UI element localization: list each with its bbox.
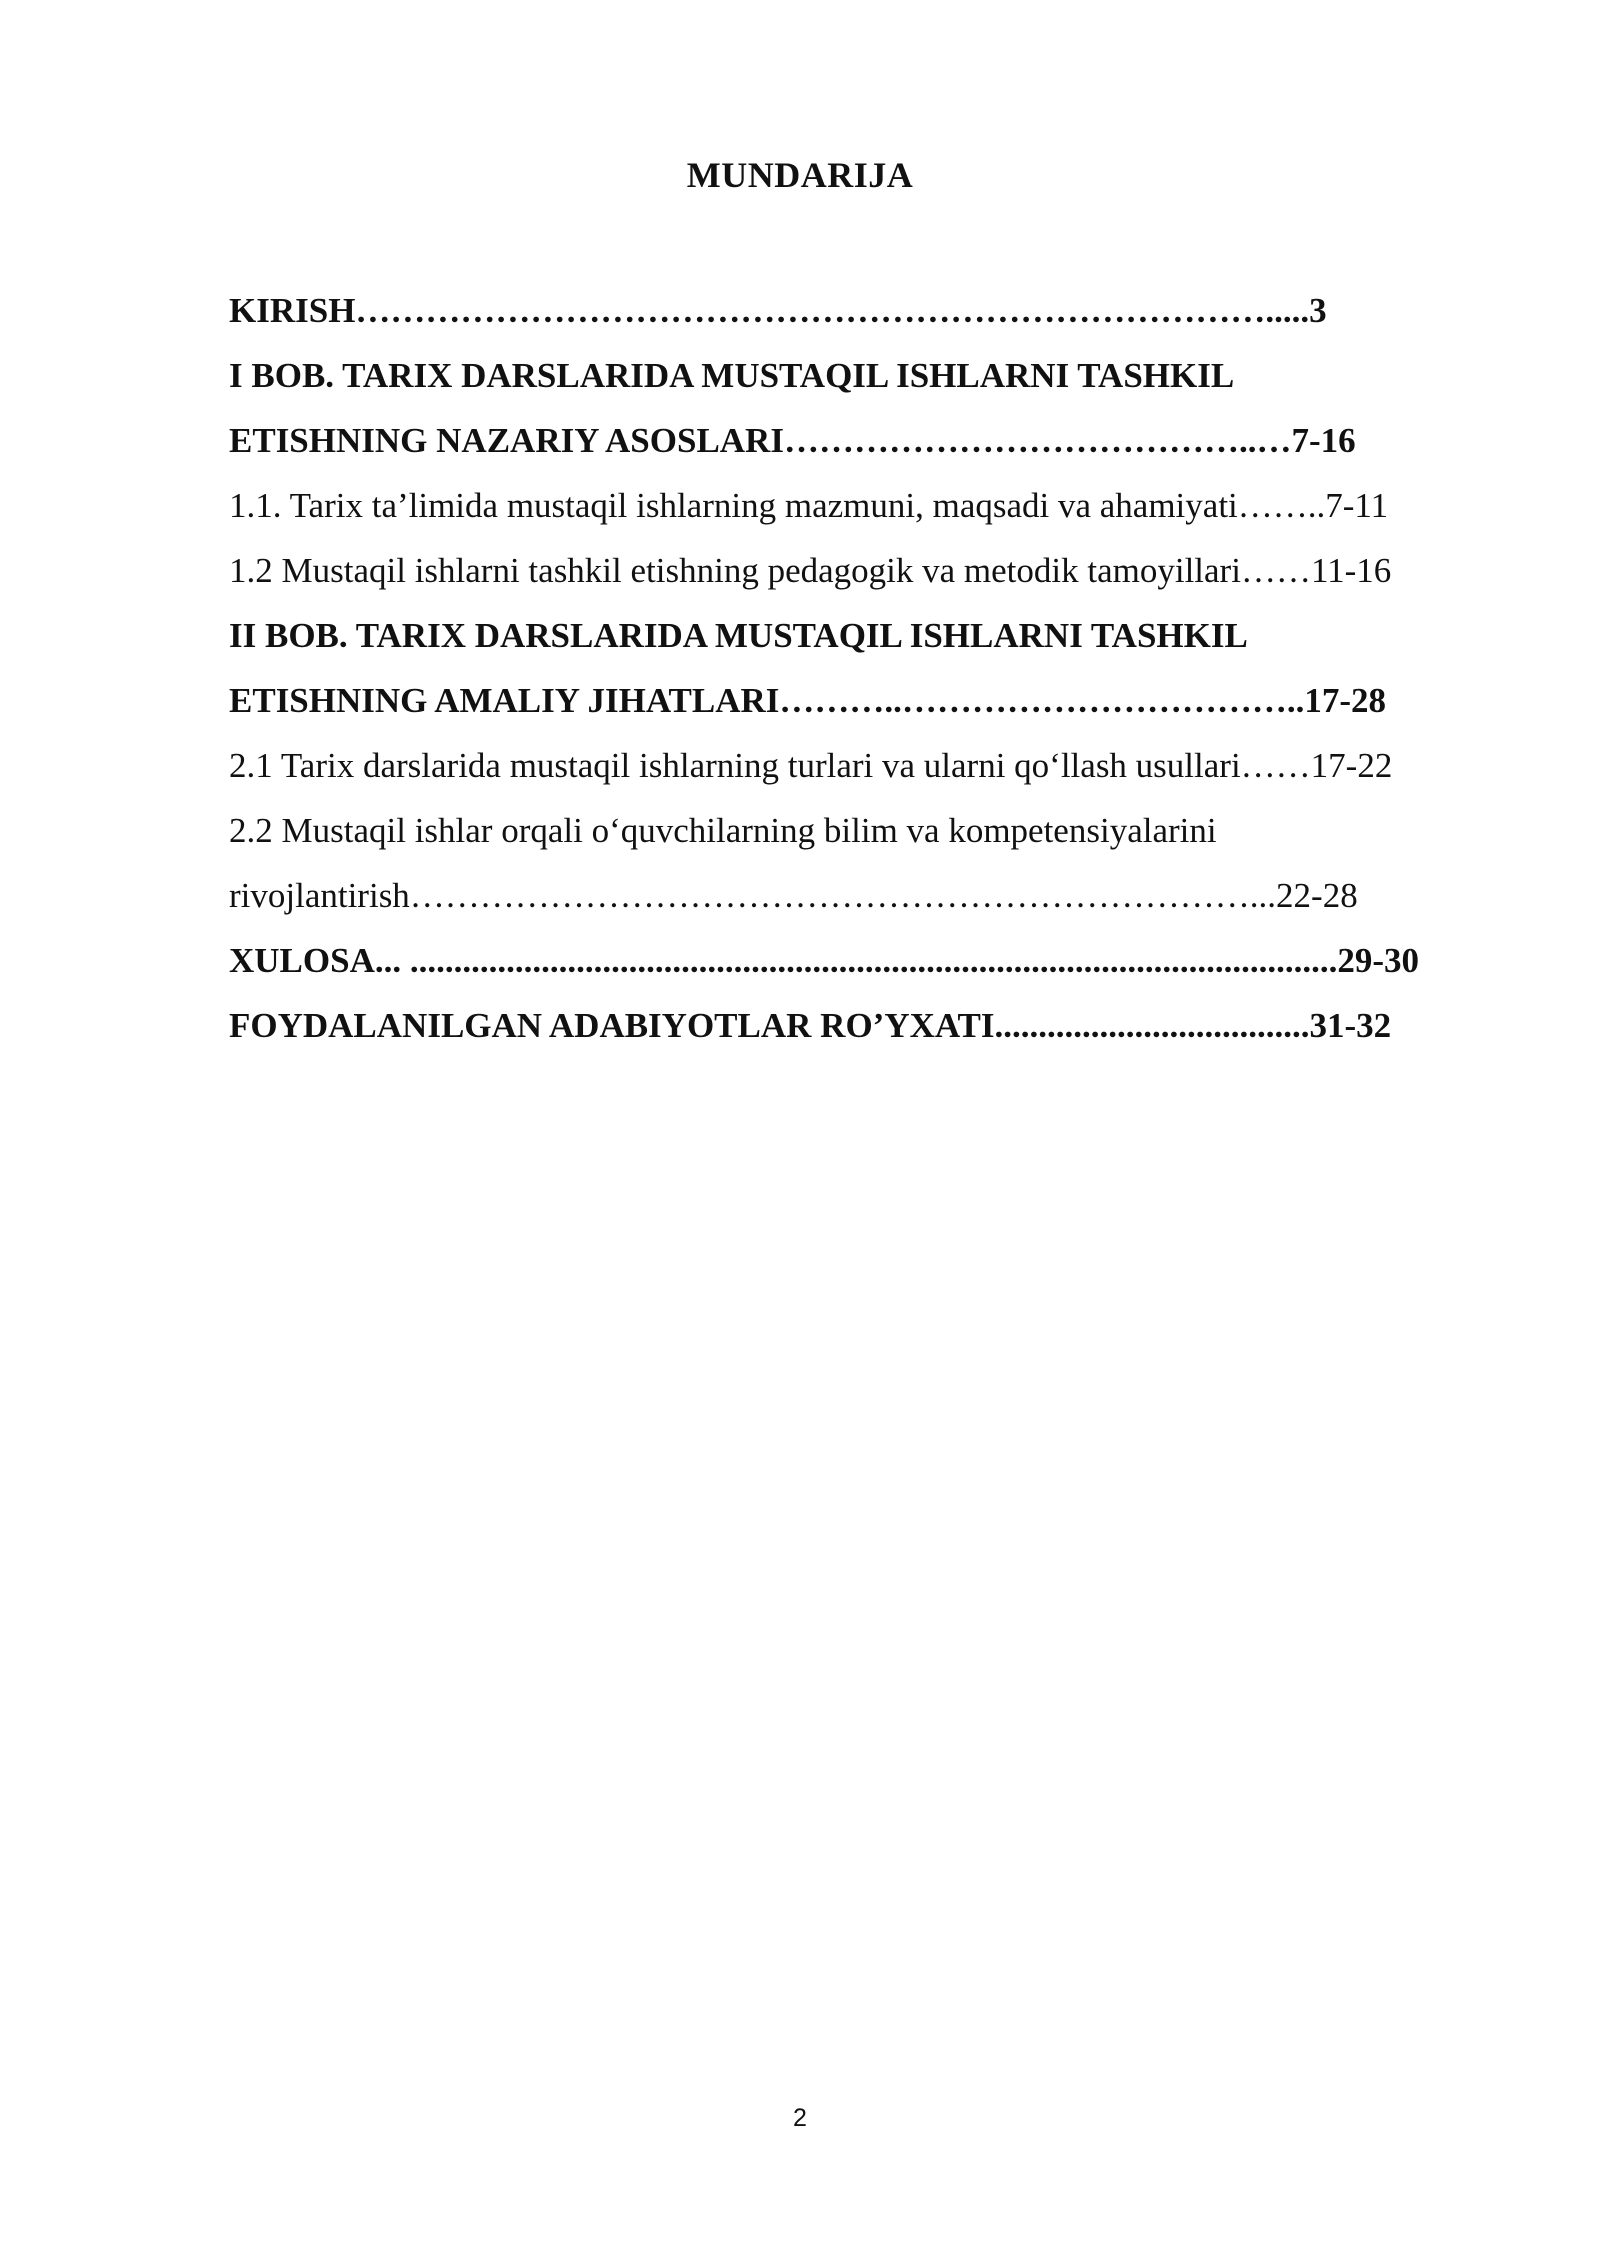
toc-entry-section-1-1: 1.1. Tarix ta’limida mustaqil ishlarning mazmuni, maqsadi va ahamiyati……..7-11 (229, 486, 1389, 525)
toc-entry-section-2-2-line-1: 2.2 Mustaqil ishlar orqali o‘quvchilarning bilim va kompetensiyalarini (229, 811, 1217, 850)
page-title: MUNDARIJA (686, 155, 914, 195)
toc-entry-kirish: KIRISH…………………………………………………………………….....3 (229, 291, 1327, 330)
toc-entry-chapter-1-line-1: I BOB. TARIX DARSLARIDA MUSTAQIL ISHLARNI TASHKIL (229, 356, 1235, 395)
table-of-contents (229, 278, 1491, 1058)
page-number: 2 (793, 2104, 807, 2132)
toc-entry-section-1-2: 1.2 Mustaqil ishlarni tashkil etishning pedagogik va metodik tamoyillari……11-16 (229, 551, 1392, 590)
toc-entry-references: FOYDALANILGAN ADABIYOTLAR RO’YXATI....................................31-32 (229, 1006, 1392, 1045)
toc-entry-section-2-1: 2.1 Tarix darslarida mustaqil ishlarning turlari va ularni qo‘llash usullari……17-22 (229, 746, 1393, 785)
toc-entry-xulosa: XULOSA... ..........................................................................................................29-30 (229, 941, 1420, 980)
toc-entry-chapter-2-line-1: II BOB. TARIX DARSLARIDA MUSTAQIL ISHLARNI TASHKIL (229, 616, 1248, 655)
toc-entry-section-2-2-line-2: rivojlantirish………………………………………………………………...22-28 (229, 876, 1358, 915)
toc-entry-chapter-1-line-2: ETISHNING NAZARIY ASOSLARI…………………………………..…7-16 (229, 421, 1356, 460)
toc-entry-chapter-2-line-2: ETISHNING AMALIY JIHATLARI………..……………………………..17-28 (229, 681, 1387, 720)
